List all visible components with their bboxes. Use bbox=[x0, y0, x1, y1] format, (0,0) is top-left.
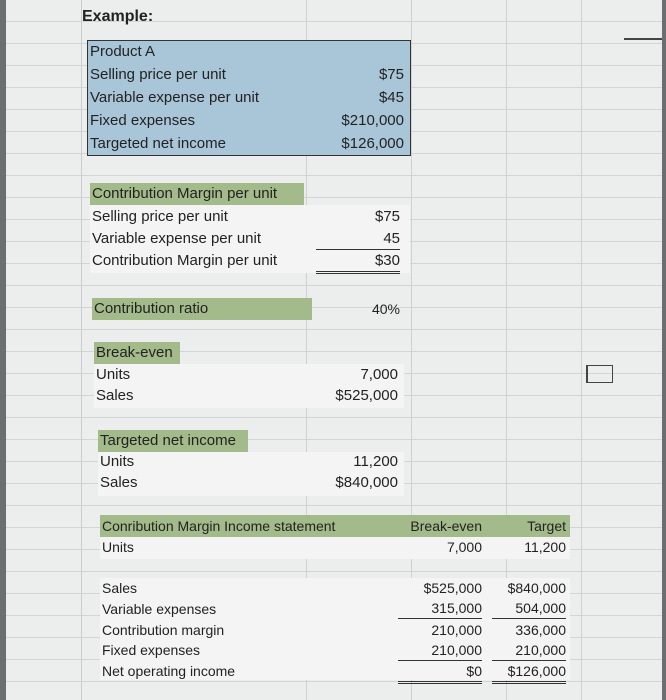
breakeven-sales-value: $525,000 bbox=[335, 387, 398, 404]
breakeven-sales-label: Sales bbox=[96, 387, 134, 404]
target-header: Targeted net income bbox=[100, 432, 236, 449]
product-row-value: $126,000 bbox=[341, 135, 404, 152]
statement-row-label: Fixed expenses bbox=[102, 642, 201, 658]
cm-header: Contribution Margin per unit bbox=[92, 185, 278, 202]
statement-row-target: $840,000 bbox=[507, 580, 566, 596]
statement-row-target: 210,000 bbox=[492, 640, 566, 661]
ratio-value: 40% bbox=[371, 301, 400, 317]
cm-row-value: $30 bbox=[316, 251, 400, 274]
statement-row-breakeven: $525,000 bbox=[423, 580, 482, 596]
product-row-value: $75 bbox=[378, 66, 404, 83]
statement-row-target: 336,000 bbox=[515, 622, 566, 638]
product-row-label: Targeted net income bbox=[90, 135, 226, 152]
breakeven-header: Break-even bbox=[96, 344, 173, 361]
statement-row-target: 504,000 bbox=[492, 598, 566, 619]
cm-row-value: 45 bbox=[316, 229, 400, 250]
column-gridline bbox=[581, 0, 582, 700]
statement-units-breakeven: 7,000 bbox=[446, 539, 482, 555]
statement-row-breakeven: 315,000 bbox=[398, 598, 482, 619]
statement-units-label: Units bbox=[102, 539, 134, 555]
spreadsheet-sheet bbox=[6, 0, 662, 700]
statement-row-label: Sales bbox=[102, 580, 138, 596]
example-title: Example: bbox=[82, 8, 154, 25]
breakeven-units-label: Units bbox=[96, 366, 131, 383]
product-row-value: $45 bbox=[378, 89, 404, 106]
target-units-value: 11,200 bbox=[353, 453, 398, 470]
target-units-label: Units bbox=[100, 453, 135, 470]
statement-col-target: Target bbox=[527, 518, 566, 534]
product-row-label: Fixed expenses bbox=[90, 112, 196, 129]
statement-units-target: 11,200 bbox=[524, 539, 566, 555]
statement-row-breakeven: 210,000 bbox=[431, 622, 482, 638]
cm-row-value: $75 bbox=[374, 208, 400, 225]
cm-row-label: Selling price per unit bbox=[92, 208, 228, 225]
statement-row-label: Contribution margin bbox=[102, 622, 225, 638]
statement-row-label: Net operating income bbox=[102, 663, 236, 679]
statement-header: Conribution Margin Income statement bbox=[102, 518, 336, 534]
statement-row-label: Variable expenses bbox=[102, 601, 217, 617]
product-row-label: Selling price per unit bbox=[90, 66, 226, 83]
target-sales-label: Sales bbox=[100, 474, 138, 491]
product-a-header: Product A bbox=[90, 43, 156, 60]
breakeven-units-value: 7,000 bbox=[360, 366, 398, 383]
product-row-value: $210,000 bbox=[341, 112, 404, 129]
target-sales-value: $840,000 bbox=[335, 474, 398, 491]
cell-border-fragment bbox=[624, 38, 662, 40]
cm-row-label: Contribution Margin per unit bbox=[92, 252, 278, 269]
statement-row-target: $126,000 bbox=[492, 661, 566, 684]
statement-row-breakeven: 210,000 bbox=[398, 640, 482, 661]
product-row-label: Variable expense per unit bbox=[90, 89, 259, 106]
statement-row-breakeven: $0 bbox=[398, 661, 482, 684]
cm-row-label: Variable expense per unit bbox=[92, 230, 261, 247]
cell-marker-icon bbox=[586, 365, 613, 383]
ratio-label: Contribution ratio bbox=[94, 300, 209, 317]
statement-col-breakeven: Break-even bbox=[410, 518, 482, 534]
